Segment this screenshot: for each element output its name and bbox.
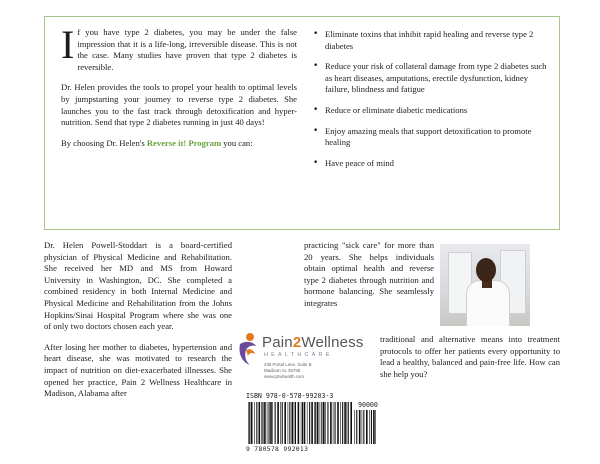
barcode-stripe (256, 402, 257, 444)
barcode-stripe (325, 402, 326, 444)
bio-left-column (44, 240, 232, 409)
barcode-stripe (375, 410, 376, 444)
address-line: 235 Portal Lane, Suite B (264, 362, 312, 367)
barcode-stripe (350, 402, 352, 444)
logo-word-wellness: Wellness (301, 334, 364, 351)
barcode-stripe (371, 410, 372, 444)
barcode-stripe (298, 402, 300, 444)
address-line: www.p2whealth.com (264, 374, 305, 379)
barcode-stripe (272, 402, 273, 444)
author-photo (440, 244, 530, 326)
intro-paragraph-2: Dr. Helen provides the tools to propel your health to optimal levels by jumpstarting your journey to reverse type 2 diabetes. She launches you to the fast track through detoxification and hyper-nutrition. Send that type 2 diabetes running in just 40 days! (61, 82, 297, 128)
barcode-stripe (320, 402, 321, 444)
barcode-stripe (295, 402, 296, 444)
barcode-stripe (248, 402, 249, 444)
barcode-stripe (307, 402, 308, 444)
intro-column (61, 22, 297, 158)
barcode-stripe (363, 410, 364, 444)
barcode-stripe (348, 402, 349, 444)
barcode-stripe (315, 402, 316, 444)
barcode-stripe (323, 402, 325, 444)
barcode-stripe (264, 402, 266, 444)
barcode-stripe (309, 402, 310, 444)
barcode-stripe (330, 402, 332, 444)
barcode-stripe (267, 402, 268, 444)
logo-subtitle: HEALTHCARE (264, 352, 333, 358)
barcode-stripe (333, 402, 334, 444)
program-name: Reverse it! Program (146, 137, 222, 148)
barcode-stripe (249, 402, 250, 444)
barcode-stripe (289, 402, 290, 444)
intro-paragraph-3-tail: you can: (221, 137, 253, 148)
barcode-bars (248, 402, 352, 444)
logo-word-two: 2 (292, 334, 302, 351)
barcode-stripe (282, 402, 283, 444)
barcode-stripe (304, 402, 306, 444)
intro-paragraph-3-lead: By choosing Dr. Helen's (61, 137, 147, 148)
barcode-stripe (251, 402, 253, 444)
intro-paragraph-3 (61, 138, 297, 150)
barcode-stripe (327, 402, 328, 444)
bio-paragraph-1: Dr. Helen Powell-Stoddart is a board-certified physician of Physical Medicine and Rehabilitation. She received her MD and MS from Howard University in Washington, DC. She completed a combined residency in both Internal Medicine and Physical Medicine and Rehabilitation from the Johns Hopkins/Sinai Hospital Program where she was one of only two doctors chosen each year. (44, 240, 232, 332)
barcode-stripe (311, 402, 313, 444)
barcode-stripe (314, 402, 315, 444)
list-item: • Enjoy amazing meals that support detoxification to promote healing (313, 126, 549, 149)
logo-address (264, 362, 312, 380)
barcode-stripe (280, 402, 281, 444)
benefits-box (44, 16, 560, 230)
barcode-addon-bars (354, 410, 376, 444)
dropcap-letter: I (61, 22, 75, 67)
barcode-stripe (321, 402, 322, 444)
barcode-stripe (347, 402, 348, 444)
barcode-stripe (259, 402, 261, 444)
barcode-digits: 9 780578 992013 (246, 445, 309, 453)
figure-icon (236, 332, 260, 366)
barcode-stripe (284, 402, 286, 444)
benefits-column (313, 29, 549, 178)
barcode-stripe (340, 402, 341, 444)
barcode-stripe (302, 402, 303, 444)
barcode-stripe (317, 402, 319, 444)
address-line: Madison AL 35758 (264, 368, 301, 373)
barcode-stripe (270, 402, 272, 444)
barcode-stripe (337, 402, 339, 444)
intro-paragraph-1-text: f you have type 2 diabetes, you may be under the false impression that it is a life-long, irreversible disease. This is not the case. Many studies have proven that type 2 diabetes is reversible. (77, 27, 297, 72)
barcode-stripe (362, 410, 363, 444)
list-item: • Reduce or eliminate diabetic medications (313, 105, 549, 117)
barcode-stripe (292, 402, 294, 444)
barcode-stripe (369, 410, 370, 444)
barcode-stripe (373, 410, 375, 444)
bio-paragraph-2: After losing her mother to diabetes, hypertension and heart disease, she was motivated to research the impact of nutrition on diet-exacerbated illnesses. She opened her practice, Pain 2 Wellness Healthcare in Madison, Alabama after (44, 341, 232, 399)
isbn-barcode (244, 392, 376, 456)
barcode-stripe (261, 402, 262, 444)
barcode-stripe (254, 402, 255, 444)
barcode-stripe (275, 402, 276, 444)
barcode-stripe (288, 402, 289, 444)
intro-paragraph-1 (61, 22, 297, 73)
barcode-stripe (344, 402, 346, 444)
barcode-stripe (277, 402, 279, 444)
list-item: • Reduce your risk of collateral damage from type 2 diabetes such as heart diseases, amputations, erectile dysfunction, kidney failure, blindness and fatigue (313, 61, 549, 96)
barcode-stripe (262, 402, 263, 444)
barcode-stripe (335, 402, 336, 444)
barcode-stripe (366, 410, 368, 444)
barcode-stripe (342, 402, 343, 444)
benefits-list (313, 29, 549, 169)
price-code: 90000 (358, 401, 378, 409)
logo-wordmark (262, 334, 364, 351)
bio-right-top: practicing "sick care" for more than 20 years. She helps individuals obtain optimal health and reverse type 2 diabetes through nutrition and hormone balancing. She seamlessly integrates (304, 240, 434, 308)
logo-word-pain: Pain (262, 334, 293, 351)
barcode-stripe (354, 410, 355, 444)
barcode-stripe (359, 410, 361, 444)
isbn-number: ISBN 978-0-578-99203-3 (246, 392, 334, 400)
barcode-stripe (269, 402, 270, 444)
head-shape (476, 258, 496, 282)
barcode-stripe (356, 410, 357, 444)
barcode-stripe (294, 402, 295, 444)
pain2wellness-logo (236, 330, 376, 390)
list-item: • Have peace of mind (313, 158, 549, 170)
list-item: • Eliminate toxins that inhibit rapid healing and reverse type 2 diabetes (313, 29, 549, 52)
bio-right-bottom: traditional and alternative means into treatment protocols to offer her patients every opportunity to lead a healthy, balanced and pain-free life. How can she help you? (380, 334, 560, 379)
barcode-stripe (301, 402, 302, 444)
